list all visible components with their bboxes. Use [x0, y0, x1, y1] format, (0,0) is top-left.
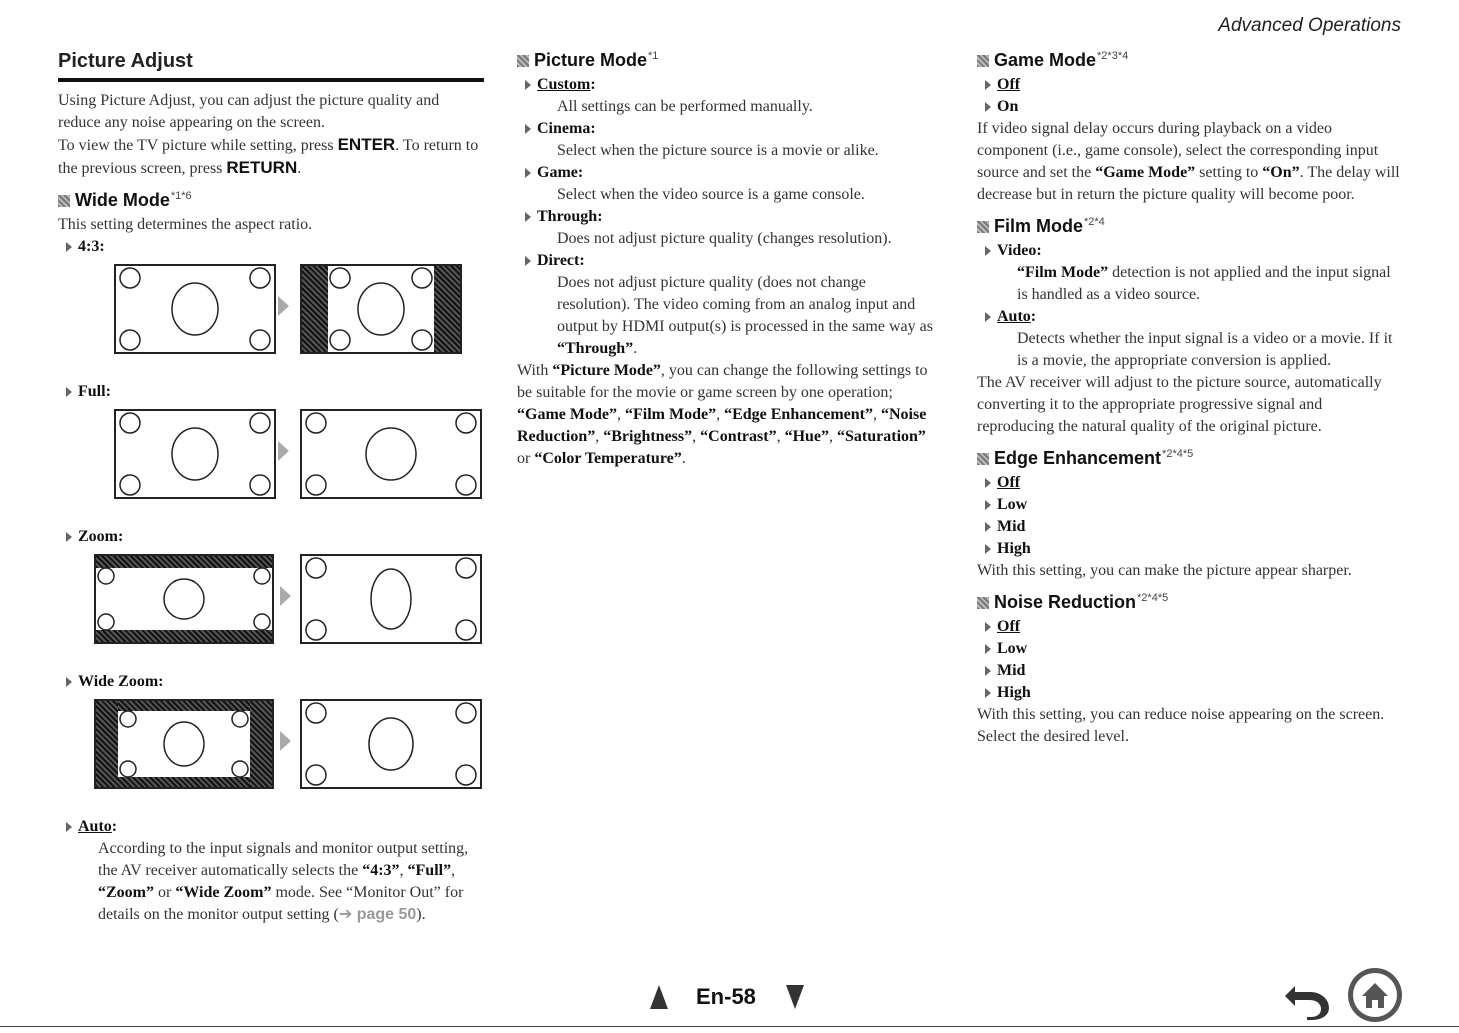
screen-result-icon — [300, 699, 482, 789]
option-on: On — [977, 96, 1402, 118]
video-desc: “Film Mode” detection is not applied and the input signal is handled as a video source. — [1017, 264, 1391, 303]
option-arrow-icon — [525, 80, 531, 90]
auto-desc: Detects whether the input signal is a video or a movie. If it is a movie, the appropriate conversion is applied. — [1017, 330, 1393, 369]
option-high: High — [977, 538, 1402, 560]
option-zoom: Zoom: — [58, 526, 484, 548]
section-square-icon — [977, 55, 989, 67]
screen-source-icon — [114, 264, 276, 354]
section-square-icon — [977, 597, 989, 609]
home-icon[interactable] — [1346, 966, 1404, 1029]
intro-paragraph-2: To view the TV picture while setting, press ENTER. To return to the previous screen, press RETURN. — [58, 135, 479, 177]
page-navigation — [650, 984, 804, 1010]
option-arrow-icon — [985, 688, 991, 698]
option-arrow-icon — [66, 387, 72, 397]
option-auto: Auto: — [58, 816, 484, 838]
custom-desc: All settings can be performed manually. — [557, 98, 813, 115]
screen-source-icon — [114, 409, 276, 499]
section-header: Advanced Operations — [1218, 15, 1401, 36]
game-mode-heading: Game Mode $^{*2*3*4}$ — [977, 50, 1402, 71]
option-direct: Direct: — [517, 250, 942, 272]
option-arrow-icon — [66, 677, 72, 687]
screen-result-icon — [300, 409, 482, 499]
option-cinema: Cinema: — [517, 118, 942, 140]
option-arrow-icon — [985, 522, 991, 532]
column-picture-adjust — [58, 48, 484, 926]
option-arrow-icon — [66, 822, 72, 832]
wide-mode-heading: Wide Mode $^{*1*6}$ — [58, 190, 484, 211]
previous-page-icon[interactable] — [650, 985, 668, 1009]
option-wide-zoom: Wide Zoom: — [58, 671, 484, 693]
option-mid: Mid — [977, 516, 1402, 538]
diagram-4-3 — [58, 264, 484, 371]
auto-desc: According to the input signals and monitor output setting, the AV receiver automatically selects the “4:3”, “Full”, “Zoom” or “Wide Zoom” mode. See “Monitor Out” for details on the monitor output setting (➔ page 50). — [98, 840, 469, 923]
option-arrow-icon — [985, 666, 991, 676]
option-arrow-icon — [985, 544, 991, 554]
back-arrow-icon[interactable] — [1283, 976, 1331, 1025]
page-50-link[interactable]: ➔ page 50 — [338, 906, 417, 923]
option-off: Off — [977, 616, 1402, 638]
convert-arrow-icon — [278, 441, 289, 461]
convert-arrow-icon — [280, 731, 291, 751]
option-off: Off — [977, 472, 1402, 494]
film-mode-note: The AV receiver will adjust to the picture source, automatically converting it to the appropriate progressive signal and reproducing the natural quality of the original picture. — [977, 374, 1382, 435]
option-low: Low — [977, 494, 1402, 516]
option-game: Game: — [517, 162, 942, 184]
column-picture-mode — [517, 48, 942, 470]
screen-result-icon — [300, 554, 482, 644]
game-mode-desc: If video signal delay occurs during playback on a video component (i.e., game console), select the corresponding input source and set the “Game Mode” setting to “On”. The delay will decrease but in return the picture quality will become poor. — [977, 120, 1400, 203]
option-arrow-icon — [525, 124, 531, 134]
option-low: Low — [977, 638, 1402, 660]
page-title: Picture Adjust — [58, 48, 484, 82]
return-key-label: RETURN — [226, 158, 298, 177]
noise-desc: With this setting, you can reduce noise appearing on the screen. Select the desired level. — [977, 706, 1385, 745]
option-off: Off — [977, 74, 1402, 96]
edge-desc: With this setting, you can make the picture appear sharper. — [977, 562, 1352, 579]
page-number: En-58 — [696, 984, 756, 1009]
option-video: Video: — [977, 240, 1402, 262]
diagram-zoom — [58, 554, 484, 661]
wide-mode-desc: This setting determines the aspect ratio. — [58, 216, 313, 233]
diagram-wide-zoom — [58, 699, 484, 806]
convert-arrow-icon — [278, 296, 289, 316]
next-page-icon[interactable] — [786, 985, 804, 1009]
option-arrow-icon — [985, 102, 991, 112]
section-square-icon — [977, 221, 989, 233]
option-full: Full: — [58, 381, 484, 403]
convert-arrow-icon — [280, 586, 291, 606]
option-arrow-icon — [985, 478, 991, 488]
option-arrow-icon — [985, 644, 991, 654]
option-arrow-icon — [985, 80, 991, 90]
option-high: High — [977, 682, 1402, 704]
edge-enhancement-heading: Edge Enhancement $^{*2*4*5}$ — [977, 448, 1402, 469]
film-mode-heading: Film Mode $^{*2*4}$ — [977, 216, 1402, 237]
section-square-icon — [517, 55, 529, 67]
picture-mode-heading: Picture Mode $^{*1}$ — [517, 50, 942, 71]
option-arrow-icon — [525, 168, 531, 178]
section-square-icon — [58, 195, 70, 207]
option-arrow-icon — [985, 246, 991, 256]
option-arrow-icon — [66, 242, 72, 252]
option-arrow-icon — [525, 256, 531, 266]
column-advanced-modes — [977, 48, 1402, 748]
direct-desc: Does not adjust picture quality (does not change resolution). The video coming from an analog input and output by HDMI output(s) is processed in the same way as “Through”. — [557, 274, 933, 357]
screen-source-icon — [94, 554, 274, 644]
option-arrow-icon — [985, 500, 991, 510]
intro-paragraph: Using Picture Adjust, you can adjust the picture quality and reduce any noise appearing on the screen. — [58, 92, 440, 131]
through-desc: Does not adjust picture quality (changes resolution). — [557, 230, 892, 247]
enter-key-label: ENTER — [337, 135, 396, 154]
screen-source-icon — [94, 699, 274, 789]
picture-mode-note: With “Picture Mode”, you can change the following settings to be suitable for the movie or game screen by one operation; “Game Mode”, “Film Mode”, “Edge Enhancement”, “Noise Reduction”, “Brightness”, “Contrast”, “Hue”, “Saturation” or “Color Temperature”. — [517, 362, 928, 467]
cinema-desc: Select when the picture source is a movie or alike. — [557, 142, 879, 159]
option-4-3: 4:3: — [58, 236, 484, 258]
option-arrow-icon — [66, 532, 72, 542]
option-custom: Custom: — [517, 74, 942, 96]
section-square-icon — [977, 453, 989, 465]
noise-reduction-heading: Noise Reduction $^{*2*4*5}$ — [977, 592, 1402, 613]
option-arrow-icon — [985, 312, 991, 322]
game-desc: Select when the video source is a game console. — [557, 186, 865, 203]
option-through: Through: — [517, 206, 942, 228]
screen-result-icon — [300, 264, 462, 354]
diagram-full — [58, 409, 484, 516]
option-auto: Auto: — [977, 306, 1402, 328]
option-mid: Mid — [977, 660, 1402, 682]
option-arrow-icon — [525, 212, 531, 222]
option-arrow-icon — [985, 622, 991, 632]
bottom-rule — [0, 1026, 1459, 1027]
